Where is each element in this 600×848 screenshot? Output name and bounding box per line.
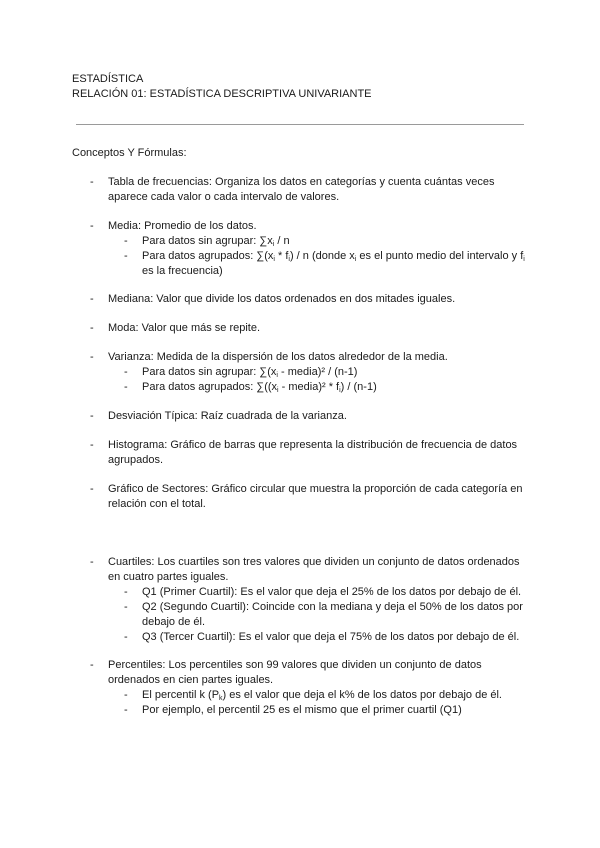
sub-item [124,600,530,630]
sub-item-text: Q3 (Tercer Cuartil): Es el valor que deja el 75% de los datos por debajo de él. [142,631,520,643]
sub-bullet-dash: - [124,586,128,598]
bullet-dash: - [90,483,94,495]
list-item-moda [90,321,530,336]
document-header [72,72,372,102]
sub-item-text: Q1 (Primer Cuartil): Es el valor que deja el 25% de los datos por debajo de él. [142,586,522,598]
item-text: Cuartiles: Los cuartiles son tres valores que dividen un conjunto de datos ordenados en cuatro partes iguales. [108,556,520,583]
sub-item [124,380,530,395]
sub-bullet-dash: - [124,250,128,262]
list-item-media [90,219,530,279]
list-item-cuartiles [90,555,530,645]
list-item-mediana [90,292,530,307]
sub-bullet-dash: - [124,601,128,613]
sub-item [124,234,530,249]
bullet-dash: - [90,322,94,334]
horizontal-rule [76,124,524,125]
sub-item [124,703,530,718]
sub-item-text: El percentil k $(P_k)$ es el valor que deja el k% de los datos por debajo de él. [142,689,502,702]
sub-item [124,249,530,279]
list-item-tabla [90,175,530,205]
sub-item [124,585,530,600]
bullet-dash: - [90,659,94,671]
bullet-dash: - [90,439,94,451]
bullet-dash: - [90,176,94,188]
sub-item-text: Para datos agrupados: $\sum(x_i * f_i)$ / n (donde $x_i$ es el punto medio del intervalo y $f_i$ es la frecuencia) [142,250,525,277]
sub-bullet-dash: - [124,366,128,378]
sub-bullet-dash: - [124,631,128,643]
bullet-dash: - [90,410,94,422]
section-heading: Conceptos Y Fórmulas: [72,147,187,159]
sub-item [124,365,530,380]
list-item-varianza [90,350,530,395]
item-text: Varianza: Medida de la dispersión de los datos alrededor de la media. [108,351,448,363]
item-text: Mediana: Valor que divide los datos ordenados en dos mitades iguales. [108,293,456,305]
sub-item-text: Q2 (Segundo Cuartil): Coincide con la mediana y deja el 50% de los datos por debajo de él. [142,601,523,628]
sub-item [124,688,530,703]
sub-item-text: Para datos agrupados: $\sum((x_i$ - media)² * $f_i) / (n-1)$ [142,381,377,394]
list-item-desviacion [90,409,530,424]
item-text: Gráfico de Sectores: Gráfico circular que muestra la proporción de cada categoría en relación con el total. [108,483,523,510]
list-item-histograma [90,438,530,468]
list-item-sectores [90,482,530,512]
item-text: Media: Promedio de los datos. [108,220,257,232]
sub-item [124,630,530,645]
item-text: Percentiles: Los percentiles son 99 valores que dividen un conjunto de datos ordenados en cien partes iguales. [108,659,482,686]
item-text: Histograma: Gráfico de barras que representa la distribución de frecuencia de datos agrupados. [108,439,518,466]
sub-bullet-dash: - [124,235,128,247]
item-text: Moda: Valor que más se repite. [108,322,261,334]
bullet-dash: - [90,293,94,305]
relation-title: RELACIÓN 01: ESTADÍSTICA DESCRIPTIVA UNIVARIANTE [72,88,372,100]
sub-bullet-dash: - [124,381,128,393]
course-title: ESTADÍSTICA [72,73,144,85]
sub-bullet-dash: - [124,704,128,716]
item-text: Tabla de frecuencias: Organiza los datos en categorías y cuenta cuántas veces aparece cada valor o cada intervalo de valores. [108,176,495,203]
sub-item-text: Por ejemplo, el percentil 25 es el mismo que el primer cuartil (Q1) [142,704,462,716]
list-item-percentiles [90,658,530,718]
sub-bullet-dash: - [124,689,128,701]
item-text: Desviación Típica: Raíz cuadrada de la varianza. [108,410,347,422]
bullet-dash: - [90,220,94,232]
sub-item-text: Para datos sin agrupar: $\sum x_i$ / n [142,235,290,248]
bullet-dash: - [90,351,94,363]
sub-item-text: Para datos sin agrupar: $\sum(x_i$ - media)² / (n-1) [142,366,358,379]
bullet-dash: - [90,556,94,568]
